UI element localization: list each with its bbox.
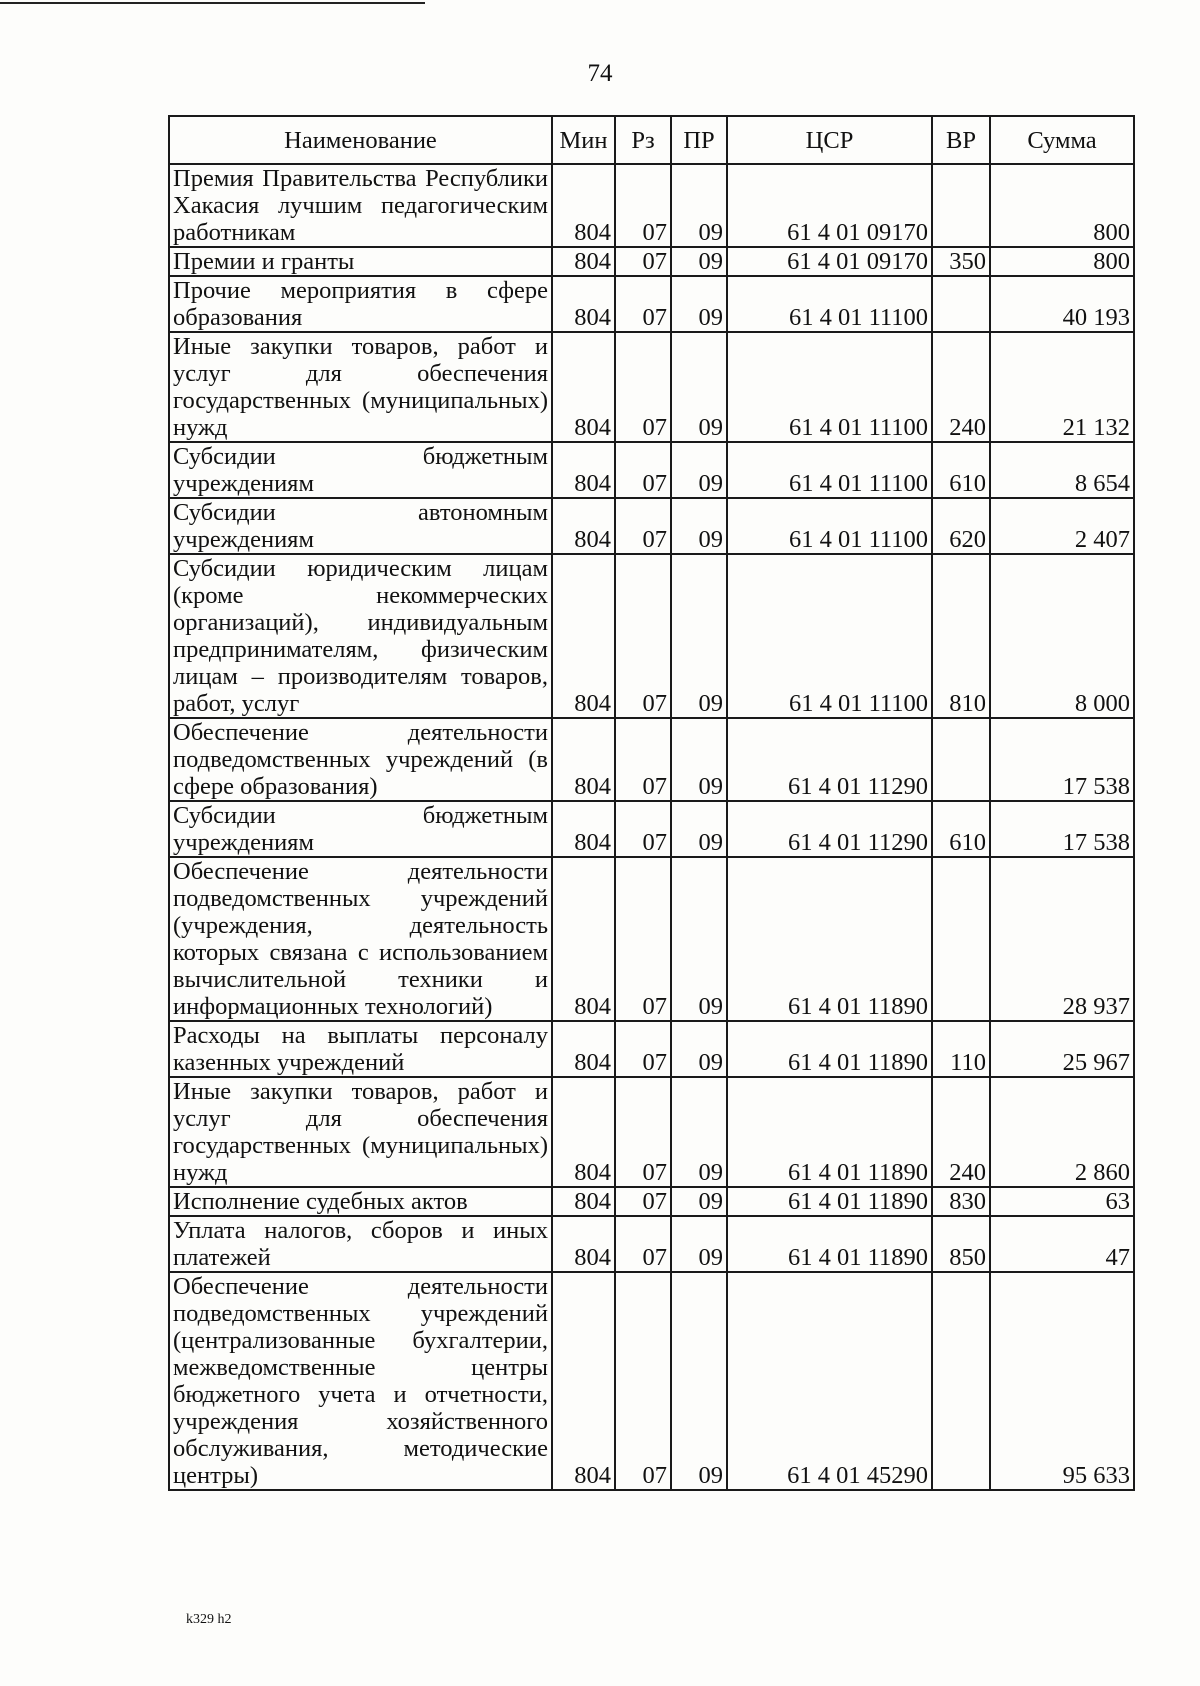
cell-vr: 610 [932,801,990,857]
cell-rz: 07 [615,554,671,718]
cell-csr: 61 4 01 11890 [727,1077,932,1187]
cell-pr: 09 [671,554,727,718]
cell-csr: 61 4 01 11290 [727,801,932,857]
cell-rz: 07 [615,857,671,1021]
cell-vr [932,164,990,247]
cell-vr [932,276,990,332]
cell-pr: 09 [671,718,727,801]
cell-vr: 810 [932,554,990,718]
cell-pr: 09 [671,498,727,554]
cell-min: 804 [552,1021,615,1077]
header-vr: ВР [932,116,990,164]
cell-pr: 09 [671,247,727,276]
cell-pr: 09 [671,801,727,857]
cell-sum: 40 193 [990,276,1134,332]
cell-csr: 61 4 01 11100 [727,498,932,554]
cell-sum: 21 132 [990,332,1134,442]
cell-name: Субсидии автономным учреждениям [169,498,552,554]
cell-pr: 09 [671,1077,727,1187]
cell-sum: 25 967 [990,1021,1134,1077]
table-row [169,801,1134,857]
cell-min: 804 [552,332,615,442]
cell-min: 804 [552,1216,615,1272]
cell-min: 804 [552,247,615,276]
cell-name: Иные закупки товаров, работ и услуг для обеспечения государственных (муниципальных) нужд [169,332,552,442]
header-csr: ЦСР [727,116,932,164]
cell-rz: 07 [615,1077,671,1187]
table-row [169,1272,1134,1490]
table-row [169,498,1134,554]
top-rule [0,2,425,4]
cell-rz: 07 [615,718,671,801]
cell-sum: 800 [990,247,1134,276]
cell-vr: 240 [932,1077,990,1187]
page-number: 74 [587,60,613,87]
cell-min: 804 [552,554,615,718]
cell-min: 804 [552,718,615,801]
cell-pr: 09 [671,332,727,442]
cell-name: Обеспечение деятельности подведомственных учреждений (в сфере образования) [169,718,552,801]
cell-name: Прочие мероприятия в сфере образования [169,276,552,332]
cell-vr [932,1272,990,1490]
cell-csr: 61 4 01 11890 [727,1216,932,1272]
cell-vr: 620 [932,498,990,554]
cell-pr: 09 [671,276,727,332]
cell-pr: 09 [671,164,727,247]
cell-vr: 110 [932,1021,990,1077]
cell-name: Субсидии бюджетным учреждениям [169,801,552,857]
cell-min: 804 [552,1187,615,1216]
cell-min: 804 [552,442,615,498]
cell-name: Обеспечение деятельности подведомственных учреждений (централизованные бухгалтерии, межведомственные центры бюджетного учета и отчетности, учреждения хозяйственного обслуживания, методические центры) [169,1272,552,1490]
cell-csr: 61 4 01 11890 [727,1021,932,1077]
cell-rz: 07 [615,801,671,857]
cell-rz: 07 [615,442,671,498]
cell-csr: 61 4 01 11100 [727,554,932,718]
table-row [169,276,1134,332]
cell-name: Обеспечение деятельности подведомственных учреждений (учреждения, деятельность которых связана с использованием вычислительной техники и информационных технологий) [169,857,552,1021]
cell-sum: 2 860 [990,1077,1134,1187]
cell-sum: 28 937 [990,857,1134,1021]
table-row [169,1187,1134,1216]
cell-min: 804 [552,276,615,332]
cell-name: Исполнение судебных актов [169,1187,552,1216]
cell-min: 804 [552,498,615,554]
cell-rz: 07 [615,498,671,554]
table-row [169,164,1134,247]
table-body [169,164,1134,1490]
cell-rz: 07 [615,1272,671,1490]
cell-csr: 61 4 01 11890 [727,1187,932,1216]
cell-min: 804 [552,801,615,857]
cell-csr: 61 4 01 11890 [727,857,932,1021]
cell-csr: 61 4 01 11100 [727,276,932,332]
cell-pr: 09 [671,1272,727,1490]
table-row [169,857,1134,1021]
cell-vr: 850 [932,1216,990,1272]
header-name: Наименование [169,116,552,164]
footer-code: k329 h2 [186,1612,232,1627]
cell-csr: 61 4 01 09170 [727,164,932,247]
cell-rz: 07 [615,332,671,442]
cell-sum: 17 538 [990,801,1134,857]
cell-name: Субсидии юридическим лицам (кроме некоммерческих организаций), индивидуальным предпринимателям, физическим лицам – производителям товаров, работ, услуг [169,554,552,718]
cell-vr: 830 [932,1187,990,1216]
cell-rz: 07 [615,164,671,247]
table-row [169,718,1134,801]
cell-name: Премии и гранты [169,247,552,276]
cell-sum: 2 407 [990,498,1134,554]
header-min: Мин [552,116,615,164]
cell-sum: 8 654 [990,442,1134,498]
cell-pr: 09 [671,1187,727,1216]
cell-sum: 800 [990,164,1134,247]
cell-rz: 07 [615,1216,671,1272]
cell-name: Иные закупки товаров, работ и услуг для обеспечения государственных (муниципальных) нужд [169,1077,552,1187]
cell-pr: 09 [671,442,727,498]
cell-sum: 17 538 [990,718,1134,801]
cell-vr [932,718,990,801]
cell-pr: 09 [671,1216,727,1272]
table-header-row [169,116,1134,164]
cell-pr: 09 [671,1021,727,1077]
table-row [169,554,1134,718]
cell-name: Уплата налогов, сборов и иных платежей [169,1216,552,1272]
table-row [169,247,1134,276]
budget-table [168,115,1135,1491]
cell-name: Субсидии бюджетным учреждениям [169,442,552,498]
cell-vr: 610 [932,442,990,498]
cell-min: 804 [552,164,615,247]
cell-pr: 09 [671,857,727,1021]
header-rz: Рз [615,116,671,164]
table-row [169,332,1134,442]
cell-rz: 07 [615,1187,671,1216]
cell-csr: 61 4 01 09170 [727,247,932,276]
cell-min: 804 [552,1272,615,1490]
cell-rz: 07 [615,247,671,276]
cell-vr: 350 [932,247,990,276]
cell-min: 804 [552,1077,615,1187]
table-row [169,442,1134,498]
header-sum: Сумма [990,116,1134,164]
cell-sum: 63 [990,1187,1134,1216]
cell-rz: 07 [615,1021,671,1077]
cell-rz: 07 [615,276,671,332]
header-pr: ПР [671,116,727,164]
cell-vr [932,857,990,1021]
cell-sum: 95 633 [990,1272,1134,1490]
cell-vr: 240 [932,332,990,442]
table-row [169,1216,1134,1272]
cell-min: 804 [552,857,615,1021]
table-row [169,1077,1134,1187]
cell-sum: 47 [990,1216,1134,1272]
cell-sum: 8 000 [990,554,1134,718]
cell-csr: 61 4 01 45290 [727,1272,932,1490]
cell-name: Премия Правительства Республики Хакасия лучшим педагогическим работникам [169,164,552,247]
cell-csr: 61 4 01 11100 [727,332,932,442]
cell-name: Расходы на выплаты персоналу казенных учреждений [169,1021,552,1077]
table-row [169,1021,1134,1077]
cell-csr: 61 4 01 11100 [727,442,932,498]
cell-csr: 61 4 01 11290 [727,718,932,801]
